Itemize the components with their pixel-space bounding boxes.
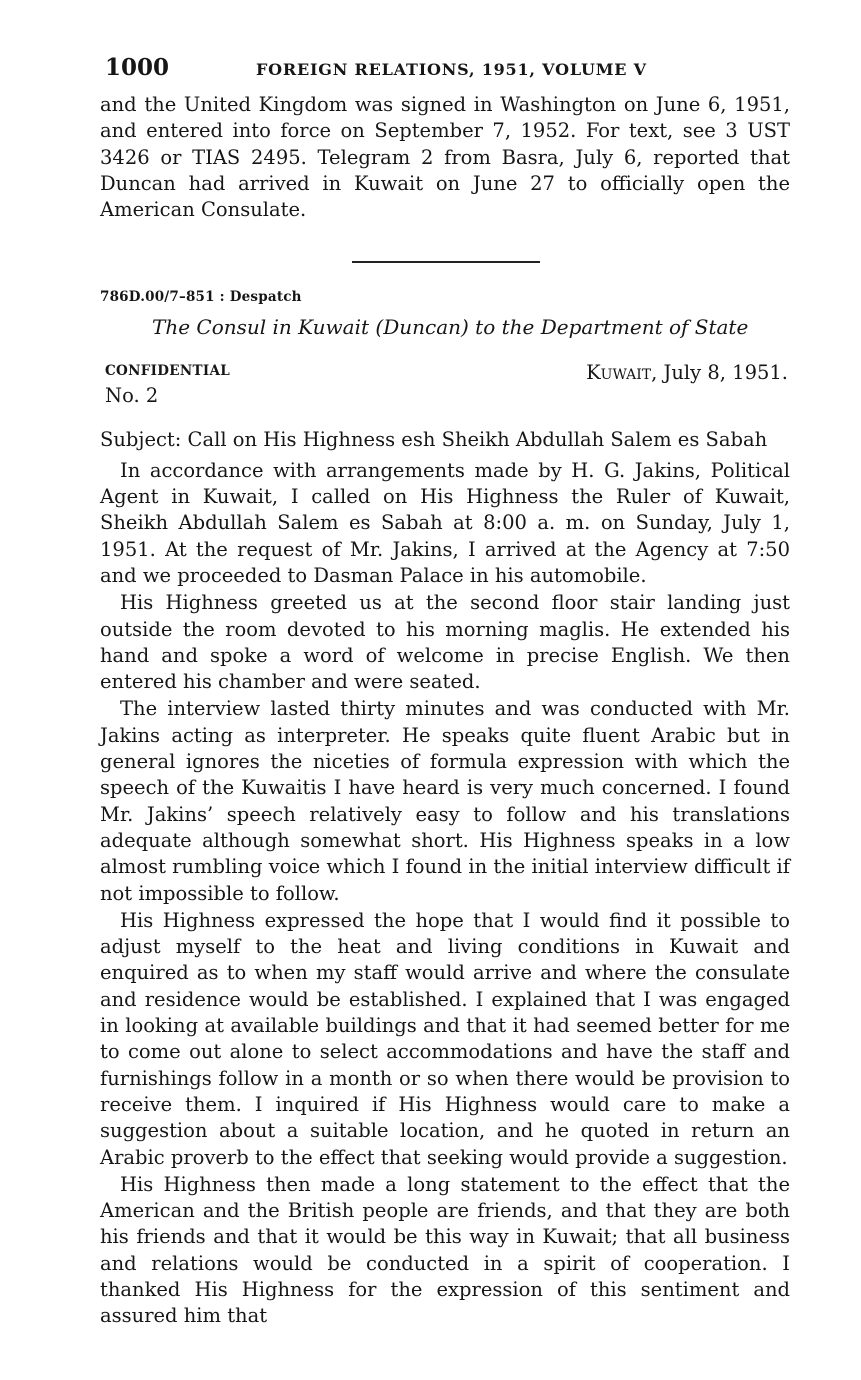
place-date	[586, 361, 788, 384]
page-number: 1000	[105, 54, 170, 81]
subject-text: Call on His Highness esh Sheikh Abdullah Salem es Sabah	[187, 428, 768, 452]
paragraph: The interview lasted thirty minutes and was conducted with Mr. Jakins acting as interpreter. He speaks quite fluent Arabic but in general ignores the niceties of formula expression with which the speech of the Kuwaitis I have heard is very much concerned. I found Mr. Jakins’ speech relatively easy to follow and his translations adequate although somewhat short. His Highness speaks in a low almost rumbling voice which I found in the initial interview difficult if not impossible to follow.	[100, 697, 790, 905]
section-divider	[352, 261, 540, 263]
paragraph: His Highness greeted us at the second floor stair landing just outside the room devoted to his morning maglis. He extended his hand and spoke a word of welcome in precise English. We then entered his chamber and were seated.	[100, 591, 790, 694]
date: , July 8, 1951.	[651, 361, 788, 385]
paragraph: His Highness expressed the hope that I would find it possible to adjust myself to the heat and living conditions in Kuwait and enquired as to when my staff would arrive and where the consulate and residence would be established. I explained that I was engaged in looking at available buildings and that it had seemed better for me to come out alone to select accommodations and have the staff and furnishings follow in a month or so when there would be provision to receive them. I inquired if His Highness would care to make a suggestion about a suitable location, and he quoted in return an Arabic proverb to the effect that seeking would provide a suggestion.	[100, 908, 790, 1169]
footnote-continuation: and the United Kingdom was signed in Washington on June 6, 1951, and entered into force on September 7, 1952. For text, see 3 UST 3426 or TIAS 2495. Telegram 2 from Basra, July 6, reported that Duncan had arrived in Kuwait on June 27 to officially open the American Consulate.	[100, 93, 790, 222]
paragraph: His Highness then made a long statement to the effect that the American and the British people are friends, and that they are both his friends and that it would be this way in Kuwait; that all business and relations would be conducted in a spirit of cooperation. I thanked His Highness for the expression of this sentiment and assured him that	[100, 1172, 790, 1328]
document-body	[100, 458, 790, 1330]
classification-label: CONFIDENTIAL	[105, 363, 231, 380]
paragraph: In accordance with arrangements made by H. G. Jakins, Political Agent in Kuwait, I called on His Highness the Ruler of Kuwait, Sheikh Abdullah Salem es Sabah at 8:00 a. m. on Sunday, July 1, 1951. At the request of Mr. Jakins, I arrived at the Agency at 7:50 and we proceeded to Dasman Palace in his automobile.	[100, 458, 790, 587]
document-meta	[100, 361, 790, 413]
despatch-number: No. 2	[105, 384, 159, 408]
document-heading: The Consul in Kuwait (Duncan) to the Department of State	[152, 315, 749, 340]
subject-label: Subject:	[100, 428, 182, 452]
subject-line	[100, 427, 790, 453]
running-head	[100, 52, 790, 86]
file-number: 786D.00/7–851 : Despatch	[100, 289, 302, 306]
running-title: FOREIGN RELATIONS, 1951, VOLUME V	[256, 60, 647, 79]
place: Kuwait	[586, 361, 652, 385]
document-page	[100, 52, 790, 1330]
